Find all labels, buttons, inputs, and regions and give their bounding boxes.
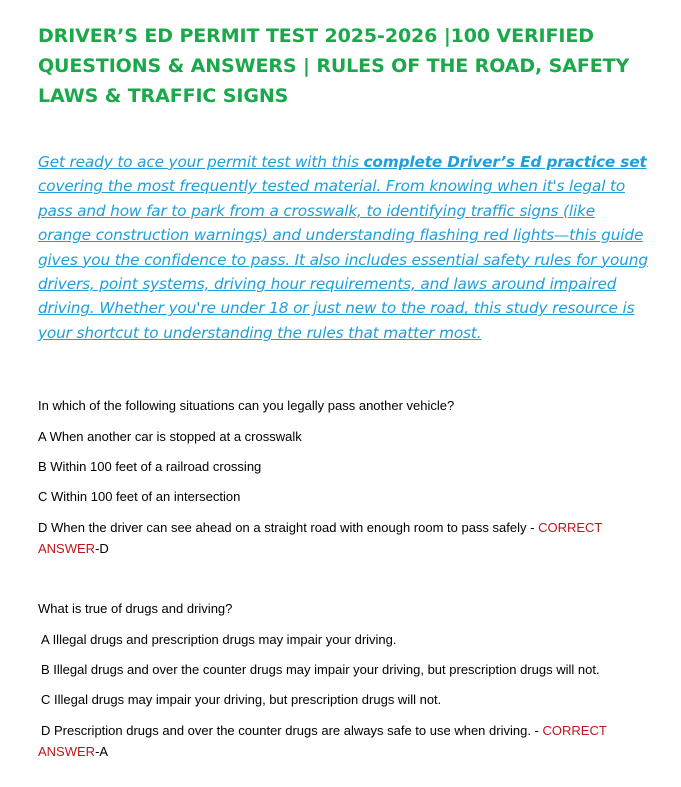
answer-option-d-text: D Prescription drugs and over the counter drugs are always safe to use when driving. (41, 723, 531, 738)
answer-separator: - (530, 723, 543, 738)
answer-letter: -A (95, 744, 109, 759)
answer-option-c: C Illegal drugs may impair your driving, but prescription drugs will not. (41, 692, 442, 707)
answer-option-c: C Within 100 feet of an intersection (38, 489, 241, 504)
answer-option-d (38, 520, 602, 536)
correct-label: CORRECT (542, 723, 607, 738)
answer-option-d-text: D When the driver can see ahead on a straight road with enough room to pass safely (38, 520, 527, 535)
answer-key (38, 541, 109, 557)
intro-text-rest: covering the most frequently tested material. From knowing when it's legal to pass and how far to park from a crosswalk, to identifying traffic signs (like orange construction warnings) and understanding flashing red lights—this guide gives you the confidence to pass. It also includes essential safety rules for young drivers, point systems, driving hour requirements, and laws around impaired driving. Whether you're under 18 or just new to the road, this study resource is your shortcut to understanding the rules that matter most. (38, 177, 648, 342)
answer-separator: - (526, 520, 539, 535)
intro-bold-text: complete Driver’s Ed practice set (363, 153, 647, 171)
intro-paragraph (38, 150, 648, 345)
intro-text-start: Get ready to ace your permit test with this (38, 153, 364, 171)
question-text: In which of the following situations can you legally pass another vehicle? (38, 398, 455, 413)
answer-label: ANSWER (38, 541, 96, 556)
correct-label: CORRECT (538, 520, 603, 535)
answer-letter: -D (95, 541, 109, 556)
answer-option-b: B Illegal drugs and over the counter drugs may impair your driving, but prescription drugs will not. (41, 662, 600, 677)
document-title: DRIVER’S ED PERMIT TEST 2025-2026 |100 VERIFIED QUESTIONS & ANSWERS | RULES OF THE ROAD, SAFETY LAWS & TRAFFIC SIGNS (38, 25, 630, 107)
answer-option-d (41, 723, 607, 739)
answer-option-a: A Illegal drugs and prescription drugs may impair your driving. (41, 632, 397, 647)
answer-option-a: A When another car is stopped at a crosswalk (38, 429, 302, 444)
answer-option-b: B Within 100 feet of a railroad crossing (38, 459, 262, 474)
answer-key (38, 744, 108, 760)
answer-label: ANSWER (38, 744, 96, 759)
question-text: What is true of drugs and driving? (38, 601, 233, 616)
